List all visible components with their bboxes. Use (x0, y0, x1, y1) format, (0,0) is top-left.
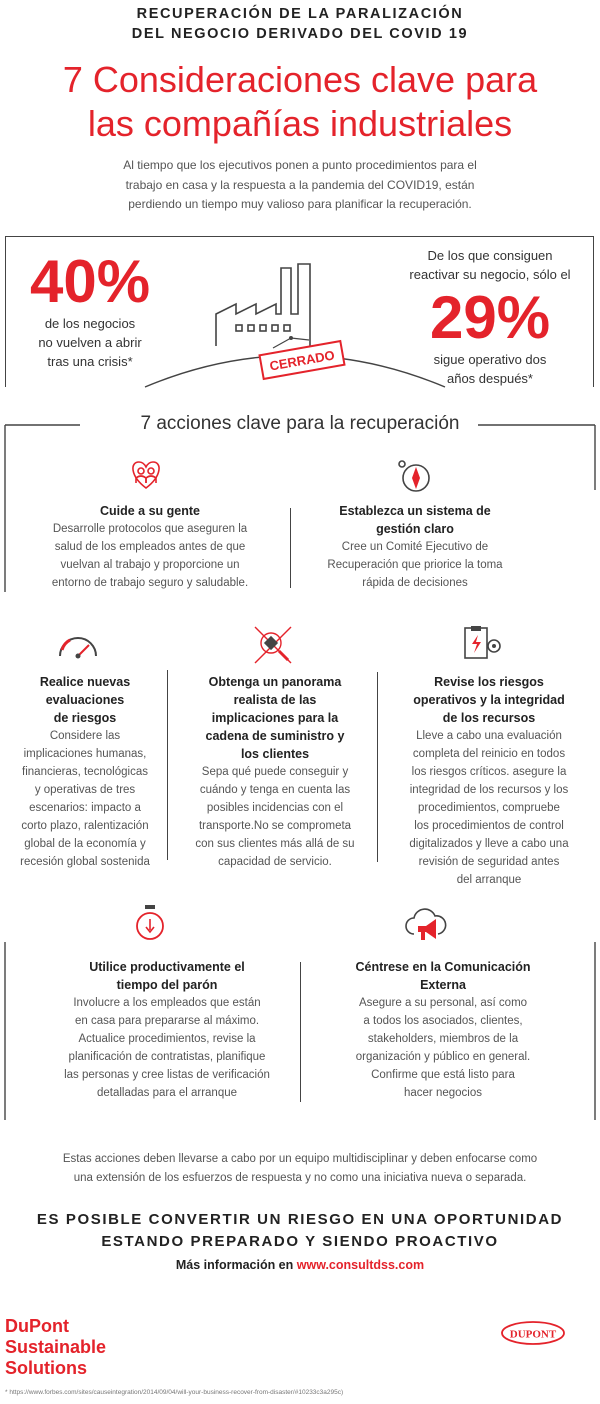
caption-line: años después* (446, 371, 533, 386)
body-line: corto plazo, ralentización (21, 820, 149, 832)
eyebrow-line: RECUPERACIÓN DE LA PARALIZACIÓN (136, 6, 464, 22)
section-title-text: 7 acciones clave para la recuperación (129, 413, 472, 434)
people-heart-icon (128, 456, 164, 492)
divider (167, 670, 168, 860)
title-line: Céntrese en la Comunicación (355, 960, 531, 974)
title-line: las compañías industriales (87, 103, 513, 144)
action-card (300, 502, 530, 592)
action-card (318, 958, 568, 1102)
divider (290, 508, 291, 588)
action-title (42, 958, 292, 994)
source-footnote: * https://www.forbes.com/sites/causeintegration/2014/09/04/will-your-business-recover-from-disaster/#10233c3a295c) (5, 1389, 344, 1396)
action-card (30, 502, 270, 592)
title-line: Utilice productivamente el (89, 960, 245, 974)
title-line: implicaciones para la (211, 711, 339, 725)
action-body (383, 727, 595, 889)
body-line: en casa para prepararse al máximo. (74, 1015, 260, 1027)
action-card (383, 673, 595, 889)
tagline (0, 1209, 600, 1253)
body-line: transporte.No se comprometa (198, 820, 352, 832)
brand-line: Solutions (5, 1358, 87, 1378)
body-line: las personas y cree listas de verificación (64, 1069, 270, 1081)
body-line: integridad de los recursos y los (409, 784, 569, 796)
action-body (30, 520, 270, 592)
clipboard-gear-icon (462, 624, 504, 664)
body-line: posibles incidencias con el (206, 802, 344, 814)
body-line: digitalizados y lleve a cabo una (409, 838, 569, 850)
caption-line: tras una crisis* (47, 354, 133, 369)
title-line: realista de las (233, 693, 317, 707)
title-line: Establezca un sistema de (339, 504, 491, 518)
body-line: capacidad de servicio. (218, 856, 332, 868)
body-line: del arranque (456, 874, 522, 886)
intro-line: trabajo en casa y la respuesta a la pandemia del COVID19, están (125, 177, 475, 192)
body-line: financieras, tecnológicas (22, 766, 148, 778)
cloud-megaphone-icon (404, 906, 448, 944)
title-line: de los recursos (442, 711, 536, 725)
body-line: Confirme que está listo para (371, 1069, 515, 1081)
body-line: Actualice procedimientos, revise la (78, 1033, 256, 1045)
body-line: recesión global sostenida (20, 856, 150, 868)
tagline-line: ESTANDO PREPARADO Y SIENDO PROACTIVO (101, 1233, 499, 1250)
title-line: operativos y la integridad (413, 693, 565, 707)
caption-line: de los negocios (44, 316, 136, 331)
note-line: Estas acciones deben llevarse a cabo por un equipo multidisciplinar y deben enfocarse como (62, 1153, 538, 1165)
body-line: con sus clientes más allá de su (195, 838, 355, 850)
action-title (180, 673, 370, 763)
title-line: Obtenga un panorama (208, 675, 342, 689)
body-line: completa del reinicio en todos (412, 748, 566, 760)
stat-caption (12, 314, 168, 371)
title-line: cadena de suministro y (205, 729, 345, 743)
brand-wordmark (5, 1316, 106, 1379)
body-line: implicaciones humanas, (23, 748, 147, 760)
body-line: entorno de trabajo seguro y saludable. (51, 577, 249, 589)
body-line: global de la economía y (24, 838, 146, 850)
body-line: Asegure a su personal, así como (358, 997, 528, 1009)
action-title (6, 673, 164, 727)
tagline-line: ES POSIBLE CONVERTIR UN RIESGO EN UNA OPORTUNIDAD (36, 1211, 564, 1228)
stat-right (395, 246, 585, 388)
closed-sign-label: CERRADO (268, 347, 336, 374)
title-line: Externa (420, 978, 466, 992)
section-title (0, 411, 600, 437)
body-line: detalladas para el arranque (96, 1087, 238, 1099)
action-body (42, 994, 292, 1102)
body-line: los riesgos críticos. asegure la (411, 766, 567, 778)
stat-intro (395, 246, 585, 284)
intro-line: De los que consiguen (427, 248, 553, 263)
caption-line: no vuelven a abrir (38, 335, 142, 350)
stat-number: 29% (429, 284, 551, 351)
title-line: gestión claro (376, 522, 454, 536)
dupont-logo (500, 1320, 566, 1346)
action-body (318, 994, 568, 1102)
body-line: Cree un Comité Ejecutivo de (341, 541, 489, 553)
stat-value-40 (12, 248, 168, 315)
body-line: Involucre a los empleados que están (73, 997, 261, 1009)
body-line: Desarrolle protocolos que aseguren la (52, 523, 248, 535)
body-line: Lleve a cabo una evaluación (416, 730, 562, 742)
divider (300, 962, 301, 1102)
intro-paragraph (60, 156, 540, 215)
intro-line: reactivar su negocio, sólo el (409, 267, 571, 282)
note-line: una extensión de los esfuerzos de respuesta y no como una iniciativa nueva o separada. (73, 1172, 527, 1184)
body-line: y operativas de tres (34, 784, 136, 796)
body-line: vuelvan al trabajo y proporcione un (60, 559, 240, 571)
body-line: hacer negocios (404, 1087, 482, 1099)
body-line: cuándo y tenga en cuenta las (199, 784, 351, 796)
title-line: de riesgos (53, 711, 117, 725)
footer-note (40, 1150, 560, 1188)
body-line: planificación de contratistas, planifique (68, 1051, 266, 1063)
stat-number: 40% (29, 248, 151, 315)
title-line: Realice nuevas (39, 675, 131, 689)
body-line: Sepa qué puede conseguir y (201, 766, 349, 778)
compass-icon (396, 458, 436, 494)
intro-line: perdiendo un tiempo muy valioso para planificar la recuperación. (128, 197, 472, 211)
title-line: Revise los riesgos (434, 675, 544, 689)
eyebrow-heading (0, 4, 600, 44)
title-line: evaluaciones (45, 693, 125, 707)
stopwatch-icon (133, 904, 167, 944)
more-info (0, 1258, 600, 1272)
body-line: a todos los asociados, clientes, (363, 1015, 523, 1027)
body-line: revisión de seguridad antes (418, 856, 560, 868)
factory-icon (216, 264, 310, 346)
action-card (6, 673, 164, 871)
body-line: los procedimientos de control (414, 820, 564, 832)
title-line: 7 Consideraciones clave para (62, 59, 538, 100)
eyebrow-line: DEL NEGOCIO DERIVADO DEL COVID 19 (131, 26, 469, 42)
intro-line: Al tiempo que los ejecutivos ponen a punto procedimientos para el (123, 158, 477, 172)
brand-line: DuPont (5, 1316, 69, 1336)
stat-value-29 (395, 284, 585, 351)
magnifier-icon (252, 624, 294, 666)
stat-left (12, 248, 168, 371)
title-line: tiempo del parón (116, 978, 218, 992)
more-info-link[interactable]: www.consultdss.com (296, 1258, 425, 1272)
action-card (180, 673, 370, 871)
title-line: los clientes (240, 747, 310, 761)
body-line: procedimientos, compruebe (418, 802, 560, 814)
more-info-label: Más información en (175, 1258, 297, 1272)
body-line: Recuperación que priorice la toma (327, 559, 503, 571)
body-line: Considere las (49, 730, 121, 742)
action-body (300, 538, 530, 592)
stat-caption (395, 350, 585, 388)
action-title: Cuide a su gente (99, 504, 201, 518)
brand-line: Sustainable (5, 1337, 107, 1357)
logo-text: DUPONT (509, 1328, 557, 1341)
body-line: rápida de decisiones (362, 577, 468, 589)
closed-sign (260, 336, 345, 379)
body-line: escenarios: impacto a (29, 802, 141, 814)
action-body (6, 727, 164, 871)
action-title (300, 502, 530, 538)
action-body (180, 763, 370, 871)
caption-line: sigue operativo dos (433, 352, 547, 367)
action-card (42, 958, 292, 1102)
body-line: salud de los empleados antes de que (54, 541, 246, 553)
action-title (318, 958, 568, 994)
body-line: organización y público en general. (355, 1051, 531, 1063)
gauge-icon (56, 628, 100, 662)
divider (377, 672, 378, 862)
body-line: stakeholders, miembros de la (367, 1033, 519, 1045)
page-title (0, 58, 600, 146)
action-title (383, 673, 595, 727)
